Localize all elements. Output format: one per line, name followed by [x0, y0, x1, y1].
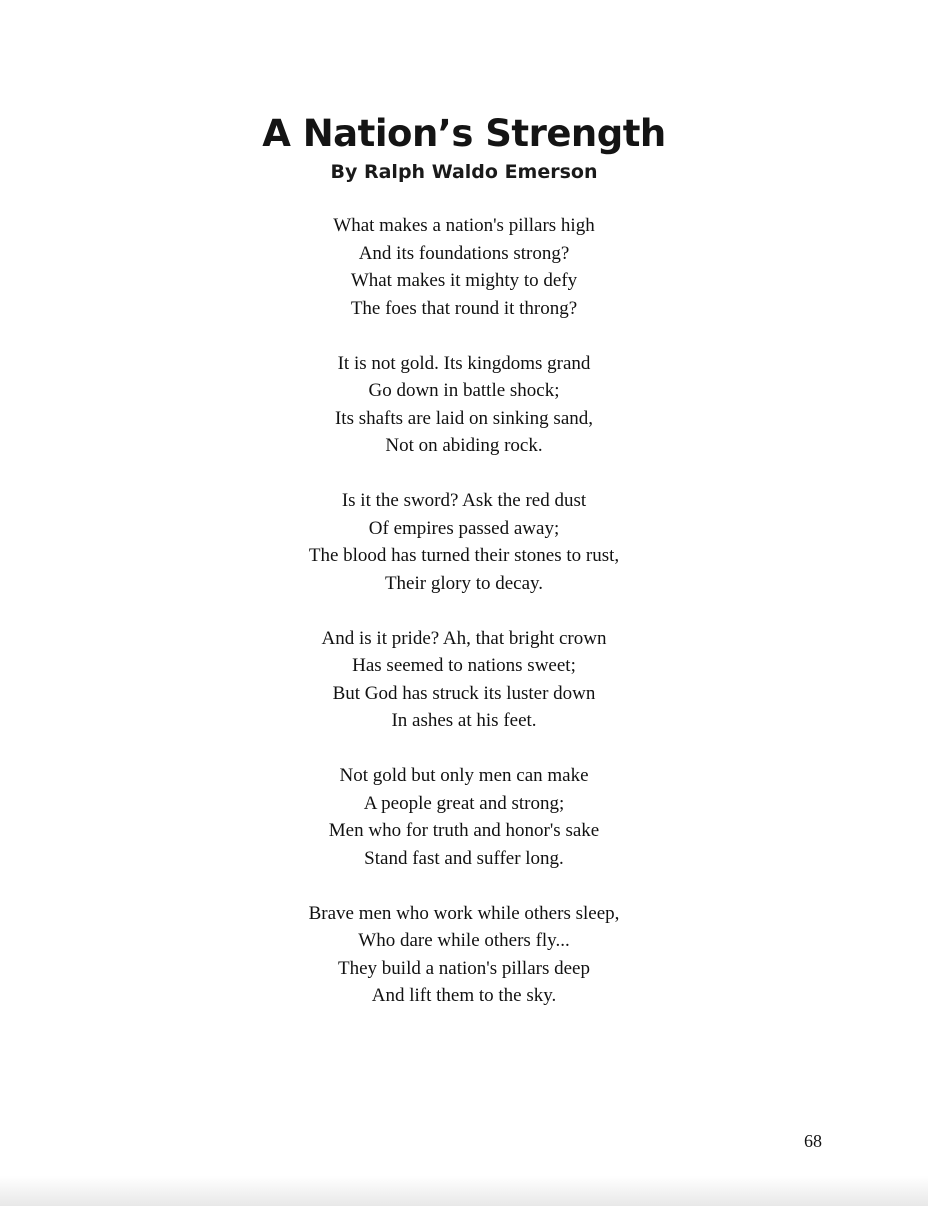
page-number: 68 [804, 1131, 822, 1151]
stanza-5 [0, 762, 928, 872]
poem-line: Is it the sword? Ask the red dust [341, 490, 587, 511]
poem-line: Who dare while others fly... [358, 930, 570, 951]
poem-line: Stand fast and suffer long. [364, 847, 564, 869]
poem-line: A people great and strong; [363, 792, 565, 814]
poem-line: And its foundations strong? [358, 242, 570, 264]
poem-body [0, 212, 928, 1037]
poem-line: The blood has turned their stones to rust, [308, 545, 620, 566]
poem-line: Not gold but only men can make [339, 765, 589, 786]
poem-line: But God has struck its luster down [332, 682, 596, 704]
poem-line: In ashes at his feet. [391, 710, 537, 731]
poem-line: What makes a nation's pillars high [333, 215, 595, 236]
poem-line: What makes it mighty to defy [350, 270, 578, 291]
poem-line: Its shafts are laid on sinking sand, [334, 407, 594, 429]
poem-line: Their glory to decay. [384, 572, 544, 594]
stanza-2 [0, 350, 928, 460]
poem-line: Of empires passed away; [368, 517, 560, 539]
stanza-3 [0, 487, 928, 597]
poem-line: They build a nation's pillars deep [338, 957, 590, 979]
poem-line: Not on abiding rock. [385, 435, 543, 456]
poem-line: It is not gold. Its kingdoms grand [337, 352, 591, 374]
poem-line: And is it pride? Ah, that bright crown [321, 627, 607, 649]
poem-line: Men who for truth and honor's sake [328, 820, 600, 841]
poem-line: Go down in battle shock; [368, 380, 560, 401]
stanza-4 [0, 625, 928, 735]
page-bottom-shadow [0, 1176, 928, 1206]
stanza-6 [0, 900, 928, 1010]
poem-line: And lift them to the sky. [371, 985, 557, 1006]
poem-line: Brave men who work while others sleep, [308, 902, 620, 924]
stanza-1 [0, 212, 928, 322]
poem-title: A Nation’s Strength [262, 112, 666, 155]
poem-line: Has seemed to nations sweet; [352, 655, 576, 676]
poem-line: The foes that round it throng? [350, 297, 578, 319]
poem-author: By Ralph Waldo Emerson [330, 161, 598, 183]
